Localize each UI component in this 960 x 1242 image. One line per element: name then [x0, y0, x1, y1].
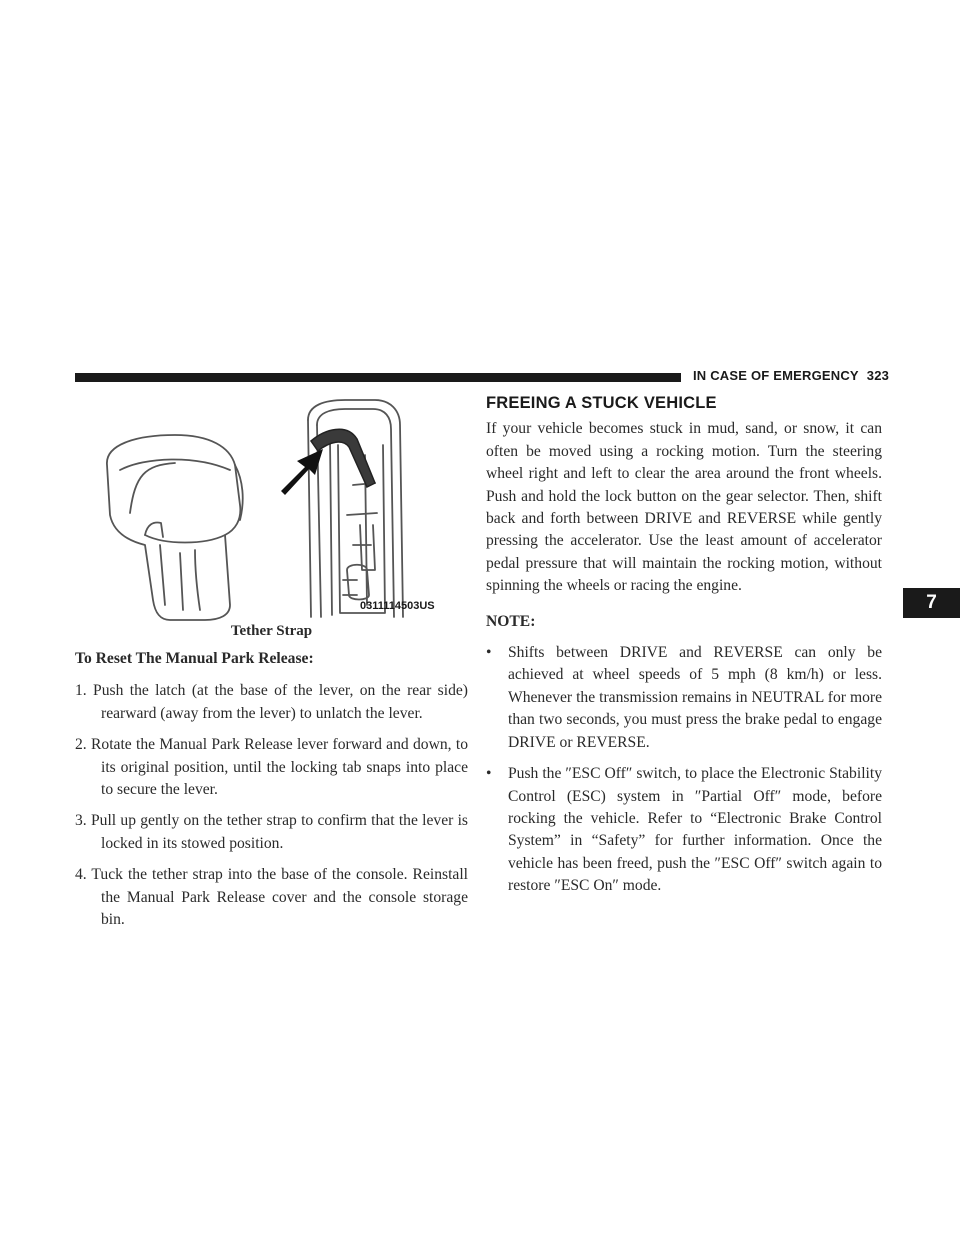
figure-caption: Tether Strap	[230, 623, 313, 639]
header-rule	[75, 373, 681, 382]
freeing-stuck-vehicle-section	[486, 392, 882, 907]
figure-code: 0311114503US	[360, 600, 435, 612]
reset-step: 2. Rotate the Manual Park Release lever forward and down, to its original position, until the locking tab snaps into place to secure the lever.	[75, 736, 468, 799]
reset-heading: To Reset The Manual Park Release:	[75, 650, 314, 667]
section-title: FREEING A STUCK VEHICLE	[486, 394, 717, 412]
note-item	[486, 642, 882, 754]
body-paragraph: If your vehicle becomes stuck in mud, sand, or snow, it can often be moved using a rocking motion. Turn the steering wheel right and left to clear the area around the front wheels. Push and hold the lock button on the gear selector. Then, shift back and forth between DRIVE and REVERSE while gently pressing the accelerator. Use the least amount of accelerator pedal pressure that will maintain the rocking motion, without spinning the wheels or racing the engine.	[486, 420, 882, 595]
running-header	[693, 368, 889, 383]
note-text: Push the ″ESC Off″ switch, to place the Electronic Stability Control (ESC) system in ″Partial Off″ mode, before rocking the vehicle. Refer to “Electronic Brake Control System” in “Safety” for further information. Once the vehicle has been freed, push the ″ESC Off″ switch again to restore ″ESC On″ mode.	[508, 765, 882, 895]
bullet-icon: •	[486, 765, 492, 783]
note-text: Shifts between DRIVE and REVERSE can only be achieved at wheel speeds of 5 mph (8 km/h) or less. Whenever the transmission remains in NEUTRAL for more than two seconds, you must press the brake pedal to engage DRIVE or REVERSE.	[508, 644, 882, 751]
bullet-icon: •	[486, 644, 492, 662]
note-item	[486, 763, 882, 897]
reset-step: 3. Pull up gently on the tether strap to confirm that the lever is locked in its stowed position.	[75, 812, 468, 852]
chapter-tab: 7	[903, 588, 960, 618]
note-heading: NOTE:	[486, 612, 536, 630]
section-name: IN CASE OF EMERGENCY	[693, 368, 859, 383]
tether-strap-illustration	[85, 395, 468, 625]
reset-procedure	[75, 648, 468, 940]
reset-step: 1. Push the latch (at the base of the lever, on the rear side) rearward (away from the lever) to unlatch the lever.	[75, 682, 468, 722]
page-number: 323	[866, 368, 890, 383]
reset-step: 4. Tuck the tether strap into the base of the console. Reinstall the Manual Park Release cover and the console storage bin.	[75, 866, 468, 929]
